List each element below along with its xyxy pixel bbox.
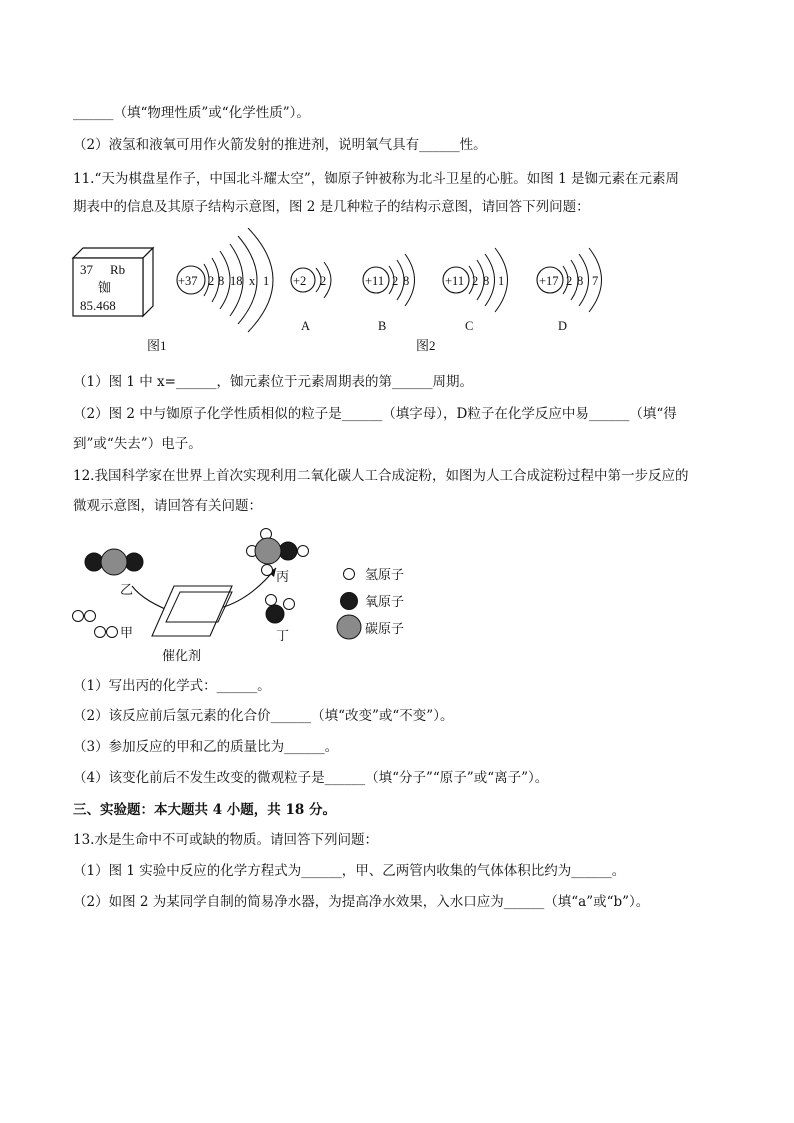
text-line-1: ______（填“物理性质”或“化学性质”）。 [73, 105, 310, 121]
element-mass: 85.468 [80, 298, 116, 313]
element-number: 37 [80, 262, 93, 277]
legend [337, 567, 404, 639]
particle-a-nucleus: +2 [293, 274, 307, 288]
question-12-part-4: （4）该变化前后不发生改变的微观粒子是______（填“分子”“原子”或“离子”）。 [73, 770, 549, 786]
question-12-part-2: （2）该反应前后氢元素的化合价______（填“改变”或“不变”）。 [73, 708, 454, 724]
label-ding: 丁 [276, 628, 290, 643]
legend-carbon: 碳原子 [365, 621, 405, 636]
question-11-stem-cont: 期表中的信息及其原子结构示意图，图 2 是几种粒子的结构示意图，请回答下列问题： [73, 199, 590, 215]
particle-d-shell-2: 8 [577, 274, 584, 288]
particle-b-shell-2: 8 [403, 274, 410, 288]
catalyst-plate [152, 586, 232, 663]
question-11-part-2: （2）图 2 中与铷原子化学性质相似的粒子是______（填字母），D粒子在化学反应中易______（填“得 [73, 406, 677, 422]
legend-hydrogen: 氢原子 [365, 567, 405, 582]
question-12-stem: 12.我国科学家在世界上首次实现利用二氧化碳人工合成淀粉，如图为人工合成淀粉过程中第一步反应的 [73, 468, 689, 484]
particle-d-shell-1: 2 [566, 274, 573, 288]
particle-b-nucleus: +11 [365, 274, 385, 288]
question-12-stem-cont: 微观示意图，请回答有关问题： [73, 498, 262, 514]
particle-d-shell-3: 7 [592, 274, 599, 288]
rb-atom-diagram [177, 228, 273, 332]
question-13-stem: 13.水是生命中不可或缺的物质。请回答下列问题： [73, 832, 378, 848]
particle-a-label: A [301, 319, 311, 333]
question-11-part-1: （1）图 1 中 x=______，铷元素位于元素周期表的第______周期。 [73, 374, 473, 390]
rb-shell-2: 8 [218, 274, 225, 288]
particle-c-shell-3: 1 [498, 274, 505, 288]
particle-a-shell-1: 2 [320, 274, 327, 288]
rb-shell-4: x [249, 274, 256, 288]
molecule-jia [73, 611, 134, 641]
particle-b-shell-1: 2 [392, 274, 399, 288]
figure-2-caption: 图2 [416, 338, 436, 353]
particle-a-diagram [291, 262, 331, 333]
label-jia: 甲 [120, 625, 134, 640]
label-bing: 丙 [276, 569, 290, 584]
molecule-ding [266, 595, 295, 644]
label-catalyst: 催化剂 [162, 648, 202, 663]
molecule-bing [247, 529, 309, 585]
particle-b-diagram [363, 254, 415, 333]
particle-b-label: B [378, 319, 387, 333]
label-yi: 乙 [120, 582, 134, 597]
question-12-part-1: （1）写出丙的化学式：______。 [73, 678, 271, 694]
element-symbol: Rb [110, 262, 126, 277]
section-heading: 三、实验题：本大题共 4 小题，共 18 分。 [73, 802, 336, 818]
reaction-micro-diagram [70, 524, 430, 664]
molecule-yi [85, 549, 143, 597]
particle-c-diagram [443, 248, 508, 333]
rb-shell-3: 18 [230, 274, 243, 288]
question-13-part-2: （2）如图 2 为某同学自制的简易净水器，为提高净水效果，入水口应为______（填“a”或“b”）。 [73, 894, 650, 910]
rb-nucleus: +37 [178, 274, 198, 288]
particle-c-shell-2: 8 [483, 274, 490, 288]
element-name: 铷 [98, 280, 112, 295]
rb-shell-5: 1 [263, 274, 270, 288]
particle-c-shell-1: 2 [472, 274, 479, 288]
particle-d-diagram [537, 248, 602, 333]
question-12-part-3: （3）参加反应的甲和乙的质量比为______。 [73, 739, 339, 755]
particle-c-nucleus: +11 [445, 274, 465, 288]
element-cell [73, 248, 153, 316]
text-line-2: （2）液氢和液氧可用作火箭发射的推进剂，说明氧气具有______性。 [73, 137, 487, 153]
particle-d-nucleus: +17 [539, 274, 559, 288]
legend-oxygen: 氧原子 [365, 594, 405, 609]
question-11-part-2-cont: 到”或“失去”）电子。 [73, 436, 202, 452]
question-11-stem: 11.“天为棋盘星作子，中国北斗耀太空”，铷原子钟被称为北斗卫星的心脏。如图 1 是铷元素在元素周 [73, 171, 679, 187]
rb-shell-1: 2 [208, 274, 215, 288]
question-13-part-1: （1）图 1 实验中反应的化学方程式为______，甲、乙两管内收集的气体体积比约为______。 [73, 863, 626, 879]
particle-d-label: D [558, 319, 568, 333]
figure-1-caption: 图1 [147, 338, 167, 353]
atom-structure-figure [70, 228, 710, 358]
particle-c-label: C [465, 319, 474, 333]
